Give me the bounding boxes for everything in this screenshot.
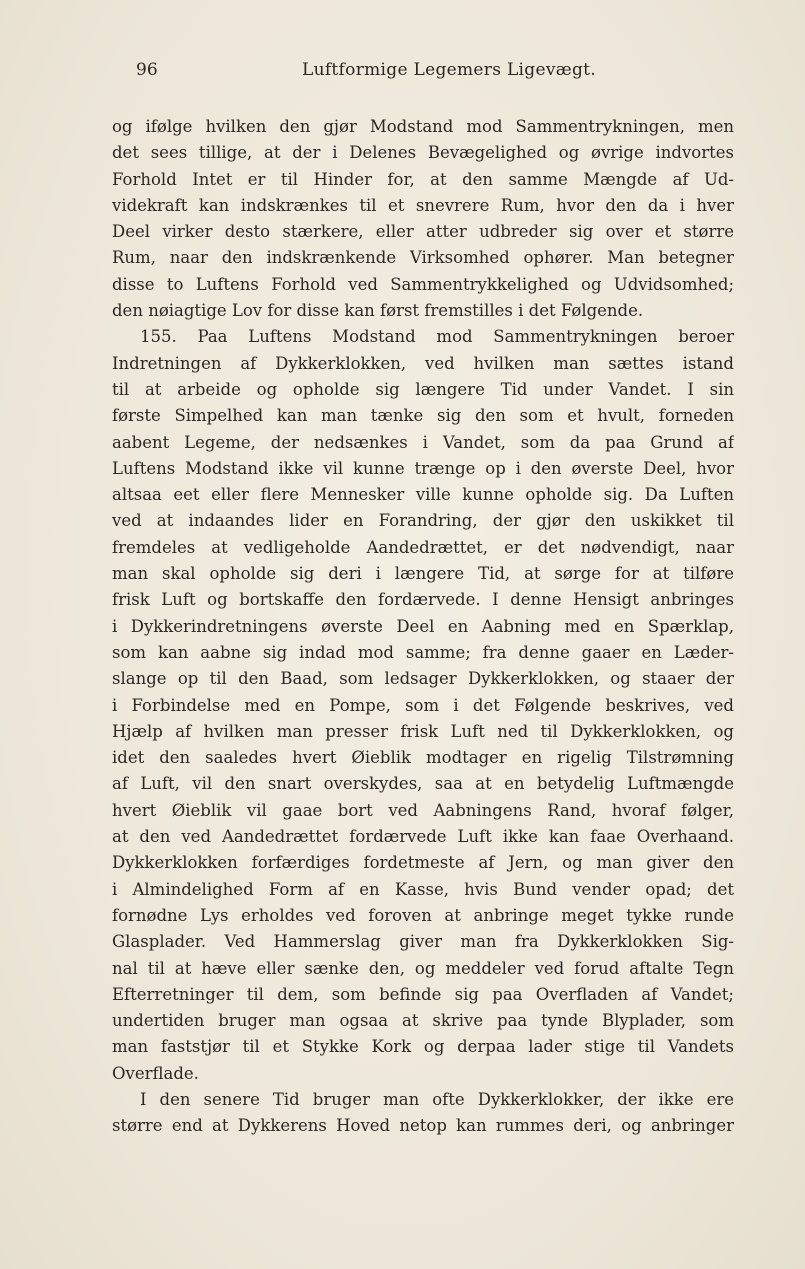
text-line: den nøiagtige Lov for disse kan først fremstilles i det Følgende. [112,301,644,321]
text-line: Overflade. [112,1063,199,1083]
text-line: i Almindelighed Form af en Kasse, hvis Bund vender opad; det [112,879,734,899]
text-line: Glasplader. Ved Hammerslag giver man fra Dykkerklokken Sig- [112,932,734,952]
text-line: fornødne Lys erholdes ved foroven at anbringe meget tykke runde [112,905,734,925]
text-line: Dykkerklokken forfærdiges fordetmeste af Jern, og man giver den [112,853,734,873]
text-line: man faststjør til et Stykke Kork og derpaa lader stige til Vandets [112,1037,734,1057]
text-line: aabent Legeme, der nedsænkes i Vandet, som da paa Grund af [112,432,734,452]
text-line: nal til at hæve eller sænke den, og meddeler ved forud aftalte Tegn [112,958,734,978]
text-line: man skal opholde sig deri i længere Tid, at sørge for at tilføre [112,564,734,584]
running-title: Luftformige Legemers Ligevægt. [302,60,597,80]
text-line: fremdeles at vedligeholde Aandedrættet, er det nødvendigt, naar [112,537,734,557]
text-line: Efterretninger til dem, som befinde sig paa Overfladen af Vandet; [112,984,734,1004]
text-line: at den ved Aandedrættet fordærvede Luft ikke kan faae Overhaand. [112,827,734,847]
text-line: disse to Luftens Forhold ved Sammentrykkelighed og Udvidsomhed; [112,274,734,294]
text-line: det sees tillige, at der i Delenes Bevægelighed og øvrige indvortes [112,143,734,163]
text-line: undertiden bruger man ogsaa at skrive paa tynde Blyplader, som [112,1011,734,1031]
page-number: 96 [136,60,158,80]
text-line: Deel virker desto stærkere, eller atter udbreder sig over et større [112,222,734,242]
paragraph-section-155 [112,324,734,1087]
text-line: Indretningen af Dykkerklokken, ved hvilken man sættes istand [112,353,734,373]
text-line: til at arbeide og opholde sig længere Tid under Vandet. I sin [112,379,734,399]
body-text [112,114,734,1140]
paragraph [112,1087,734,1140]
paragraph [112,114,734,324]
text-line: Hjælp af hvilken man presser frisk Luft ned til Dykkerklokken, og [112,721,734,741]
text-line: ved at indaandes lider en Forandring, der gjør den uskikket til [112,511,734,531]
text-line: altsaa eet eller flere Mennesker ville kunne opholde sig. Da Luften [112,485,734,505]
running-head [112,60,734,82]
text-line: slange op til den Baad, som ledsager Dykkerklokken, og staaer der [112,669,734,689]
text-line: 155. Paa Luftens Modstand mod Sammentrykningen beroer [140,327,734,347]
text-line: første Simpelhed kan man tænke sig den som et hvult, forneden [112,406,734,426]
text-line: som kan aabne sig indad mod samme; fra denne gaaer en Læder- [112,642,734,662]
text-line: idet den saaledes hvert Øieblik modtager en rigelig Tilstrømning [112,748,734,768]
text-line: Forhold Intet er til Hinder for, at den samme Mængde af Ud- [112,169,734,189]
text-line: af Luft, vil den snart overskydes, saa at en betydelig Luftmængde [112,774,734,794]
text-line: videkraft kan indskrænkes til et snevrere Rum, hvor den da i hver [112,195,734,215]
text-line: hvert Øieblik vil gaae bort ved Aabningens Rand, hvoraf følger, [112,800,734,820]
text-line: større end at Dykkerens Hoved netop kan rummes deri, og anbringer [112,1116,734,1136]
text-line: i Dykkerindretningens øverste Deel en Aabning med en Spærklap, [112,616,734,636]
text-line: I den senere Tid bruger man ofte Dykkerklokker, der ikke ere [140,1089,734,1109]
text-line: Luftens Modstand ikke vil kunne trænge op i den øverste Deel, hvor [112,458,734,478]
text-line: og ifølge hvilken den gjør Modstand mod Sammentrykningen, men [112,117,734,136]
text-line: Rum, naar den indskrænkende Virksomhed ophører. Man betegner [112,248,734,268]
text-line: frisk Luft og bortskaffe den fordærvede. I denne Hensigt anbringes [112,590,734,610]
text-line: i Forbindelse med en Pompe, som i det Følgende beskrives, ved [112,695,734,715]
